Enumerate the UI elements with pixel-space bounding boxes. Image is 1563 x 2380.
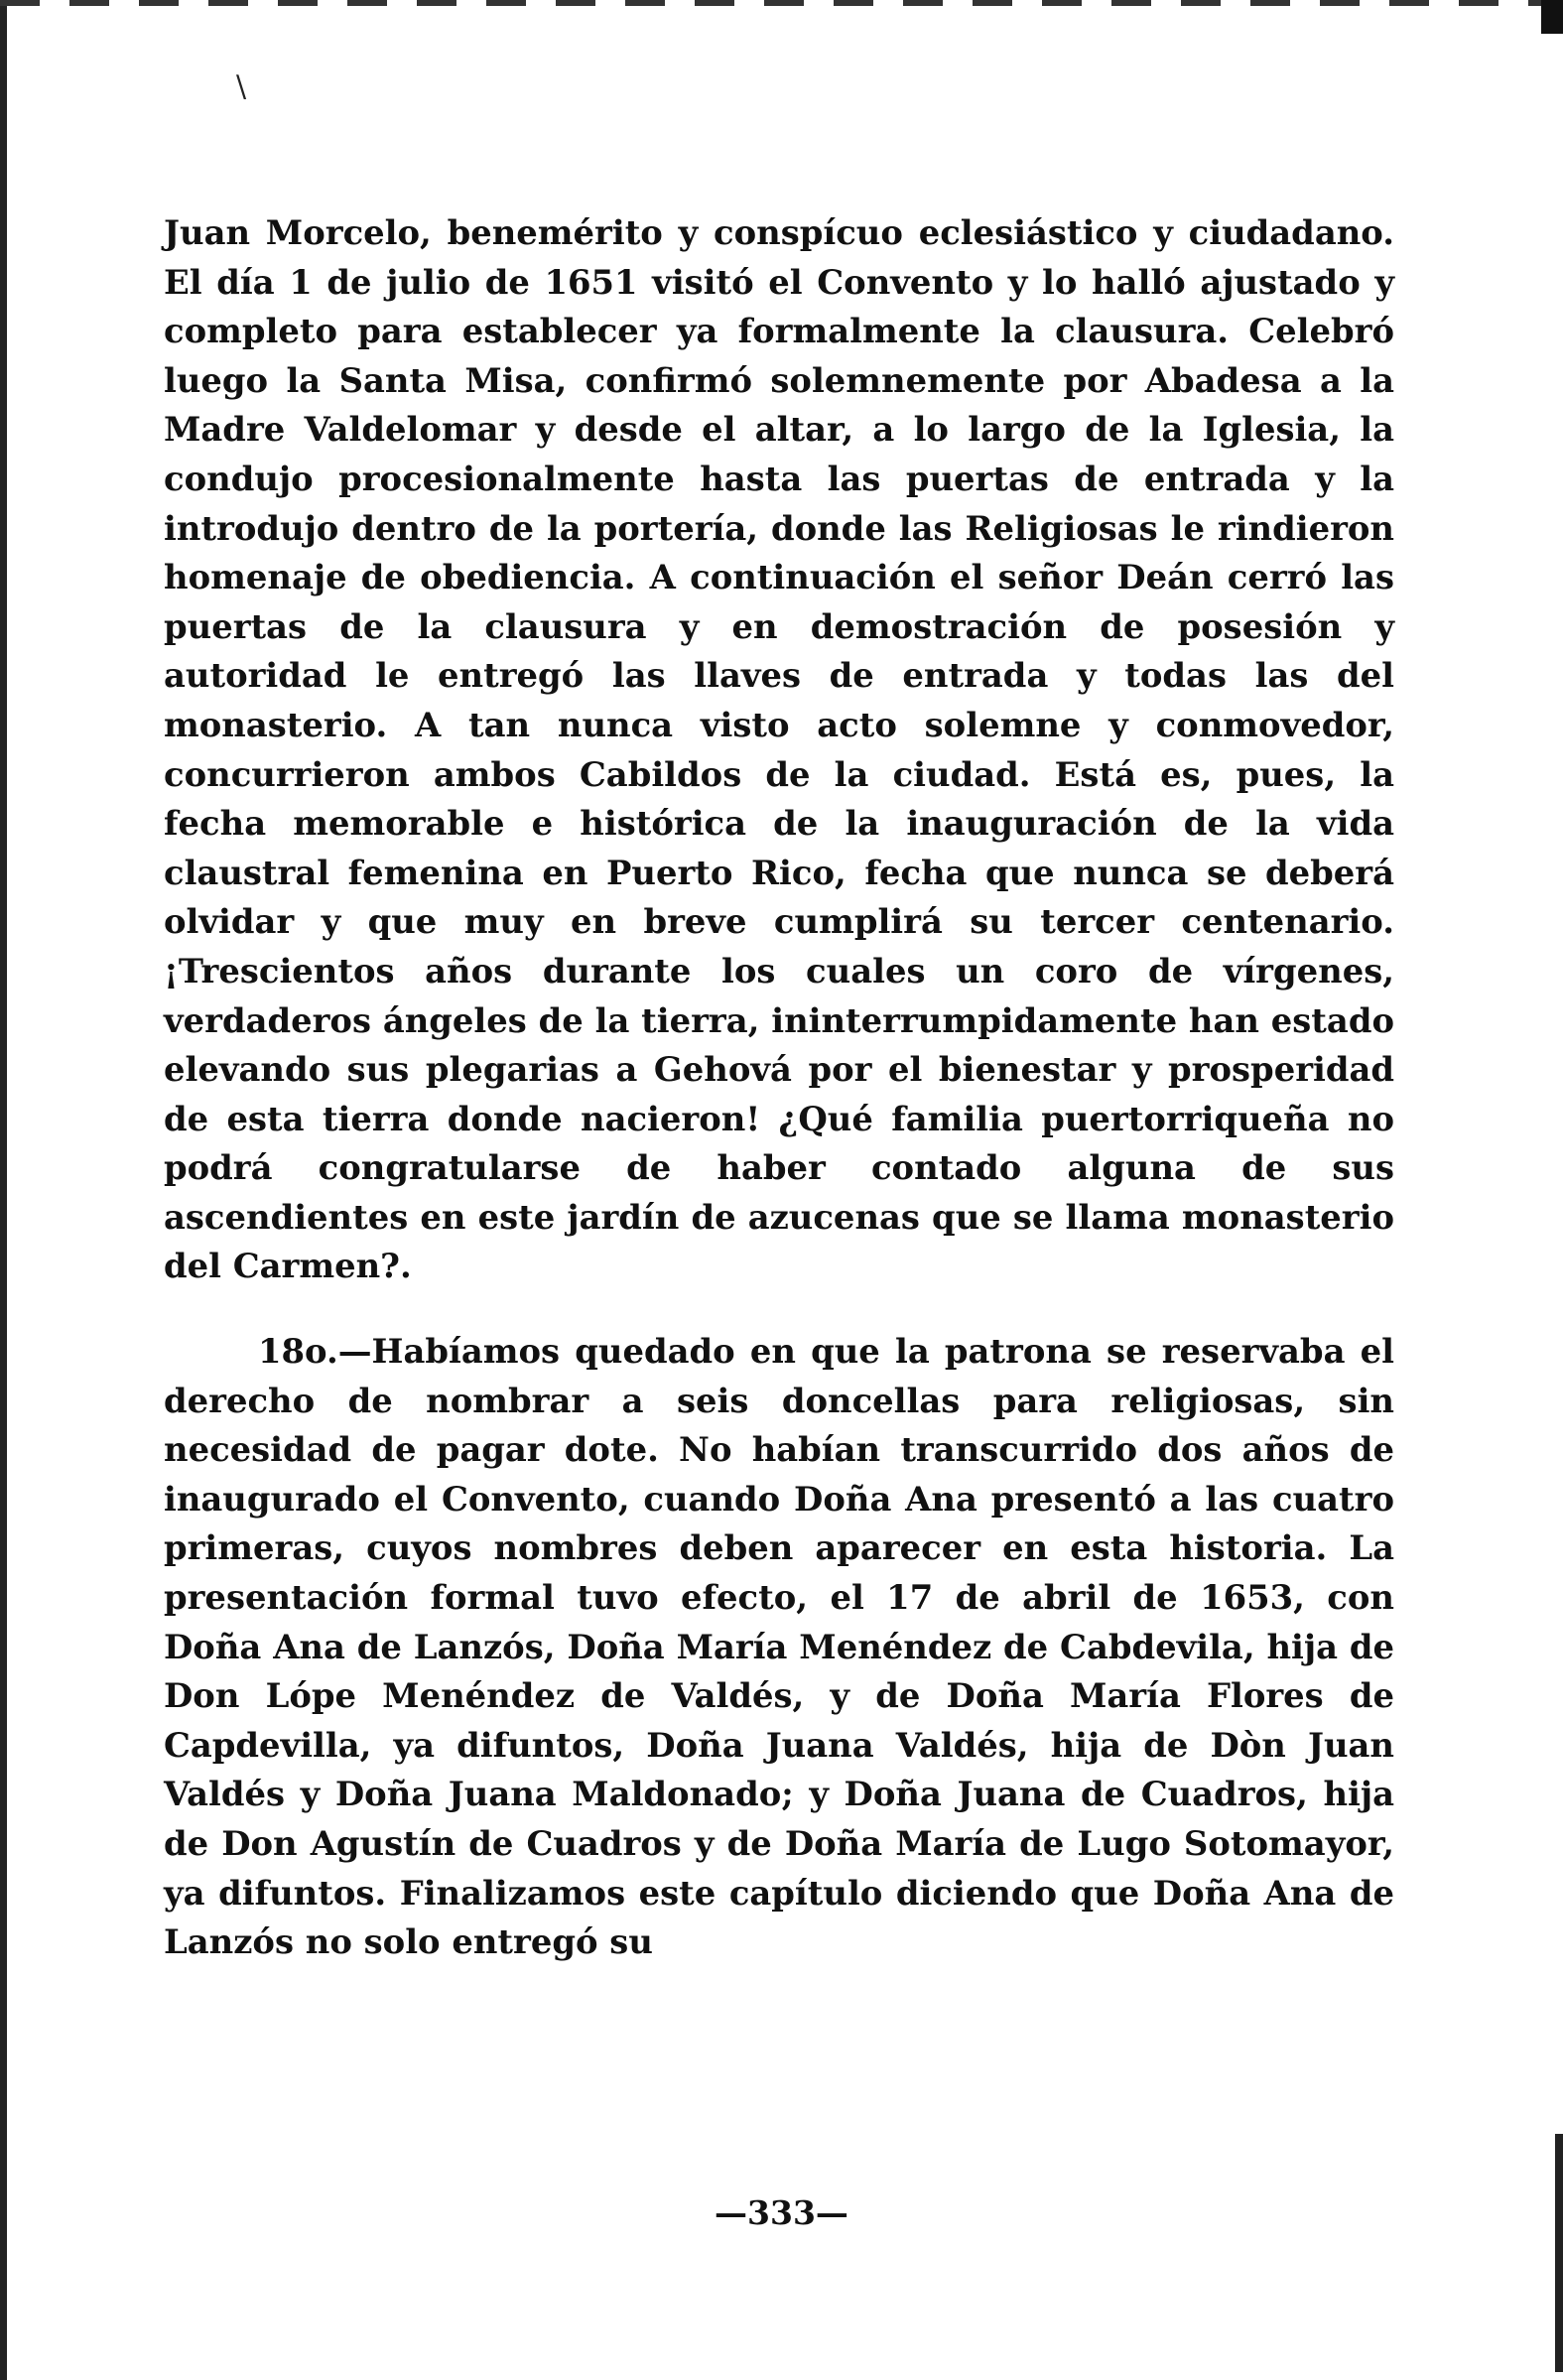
stray-mark: \ — [236, 69, 247, 104]
page-number: —333— — [715, 2193, 848, 2232]
body-text — [164, 208, 1394, 1967]
scan-left-edge — [0, 0, 7, 2380]
scan-top-edge — [0, 0, 1548, 6]
paragraph-continuation: Juan Morcelo, benemérito y conspícuo eclesiástico y ciudadano. El día 1 de julio de 1651 visitó el Convento y lo halló ajustado y completo para establecer ya formalmente la clausura. Celebró luego la Santa Misa, confirmó solemnemente por Abadesa a la Madre Valdelomar y desde el altar, a lo largo de la Iglesia, la condujo procesionalmente hasta las puertas de entrada y la introdujo dentro de la portería, donde las Religiosas le rindieron homenaje de obediencia. A continuación el señor Deán cerró las puertas de la clausura y en demostración de posesión y autoridad le entregó las llaves de entrada y todas las del monasterio. A tan nunca visto acto solemne y conmovedor, concurrieron ambos Cabildos de la ciudad. Está es, pues, la fecha memorable e histórica de la inauguración de la vida claustral femenina en Puerto Rico, fecha que nunca se deberá olvidar y que muy en breve cumplirá su tercer centenario. ¡Trescientos años durante los cuales un coro de vírgenes, verdaderos ángeles de la tierra, ininterrumpidamente han estado elevando sus plegarias a Gehová por el bienestar y prosperidad de esta tierra donde nacieron! ¿Qué familia puertorriqueña no podrá congratularse de haber contado alguna de sus ascendientes en este jardín de azucenas que se llama monasterio del Carmen?. — [164, 212, 1394, 1286]
scan-right-edge — [1555, 2134, 1563, 2372]
scan-corner-mark — [1541, 0, 1563, 34]
paragraph-section-18: 18o.—Habíamos quedado en que la patrona se reservaba el derecho de nombrar a seis doncellas para religiosas, sin necesidad de pagar dote. No habían transcurrido dos años de inaugurado el Convento, cuando Doña Ana presentó a las cuatro primeras, cuyos nombres deben aparecer en esta historia. La presentación formal tuvo efecto, el 17 de abril de 1653, con Doña Ana de Lanzós, Doña María Menéndez de Cabdevila, hija de Don Lópe Menéndez de Valdés, y de Doña María Flores de Capdevilla, ya difuntos, Doña Juana Valdés, hija de Dòn Juan Valdés y Doña Juana Maldonado; y Doña Juana de Cuadros, hija de Don Agustín de Cuadros y de Doña María de Lugo Sotomayor, ya difuntos. Finalizamos este capítulo diciendo que Doña Ana de Lanzós no solo entregó su — [164, 1331, 1394, 1962]
